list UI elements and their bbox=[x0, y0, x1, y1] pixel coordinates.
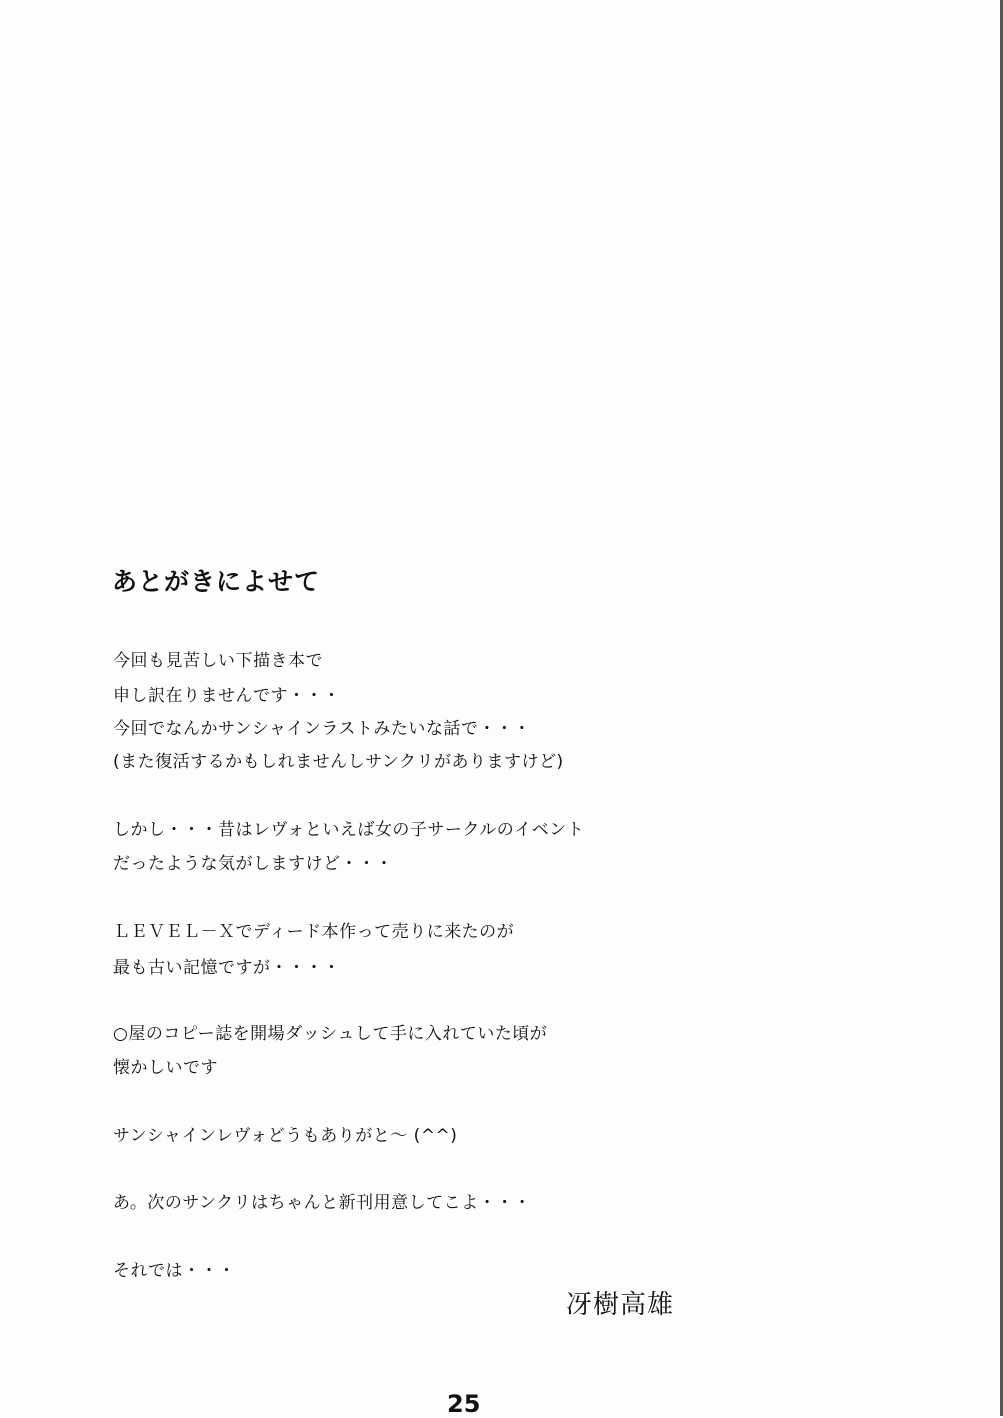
author-signature: 冴樹高雄 bbox=[566, 1290, 675, 1320]
text-line: あ。次のサンクリはちゃんと新刊用意してこよ・・・ bbox=[113, 1193, 532, 1213]
text-line: (また復活するかもしれませんしサンクリがありますけど) bbox=[113, 752, 564, 772]
text-line: 今回でなんかサンシャインラストみたいな話で・・・ bbox=[113, 719, 531, 739]
page-number: 25 bbox=[447, 1390, 481, 1418]
text-line: サンシャインレヴォどうもありがと～ (^^) bbox=[113, 1126, 458, 1146]
text-line: しかし・・・昔はレヴォといえば女の子サークルのイベント bbox=[113, 820, 585, 840]
afterword-heading: あとがきによせて bbox=[112, 567, 321, 596]
text-line: ＬＥＶＥＬ－Ｘでディード本作って売りに来たのが bbox=[113, 922, 515, 942]
text-line: 最も古い記憶ですが・・・・ bbox=[113, 958, 341, 978]
text-line: だったような気がしますけど・・・ bbox=[113, 854, 393, 874]
text-line: それでは・・・ bbox=[113, 1261, 236, 1281]
text-line: 懐かしいです bbox=[113, 1058, 218, 1078]
text-line: 今回も見苦しい下描き本で bbox=[113, 651, 323, 671]
text-line: 申し訳在りませんです・・・ bbox=[113, 686, 341, 706]
text-line: ○屋のコピー誌を開場ダッシュして手に入れていた頃が bbox=[113, 1024, 548, 1044]
